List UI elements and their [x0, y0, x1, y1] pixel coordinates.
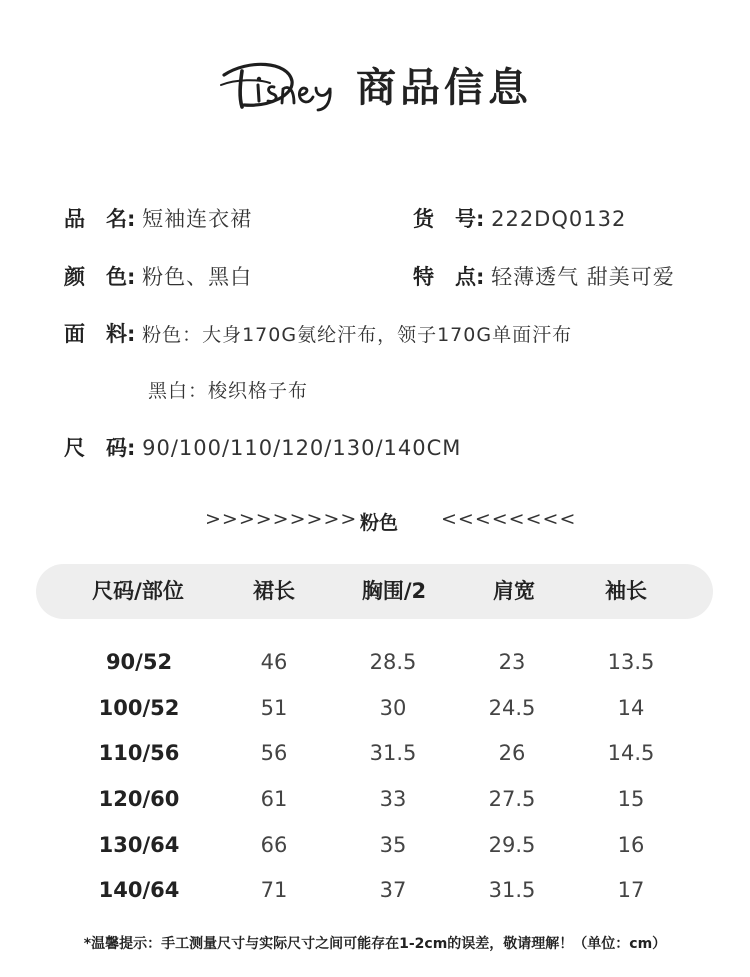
header — [0, 52, 750, 116]
disney-logo — [218, 55, 346, 113]
table-cell: 33 — [379, 787, 407, 811]
table-cell: 24.5 — [488, 696, 536, 720]
table-header — [36, 564, 713, 619]
table-cell: 120/60 — [98, 787, 180, 811]
table-cell: 14 — [617, 696, 645, 720]
table-row — [0, 825, 750, 865]
info-fabric-line2 — [148, 376, 308, 403]
column-header: 胸围/2 — [361, 579, 427, 603]
arrows-right: <<<<<<<< — [441, 508, 577, 530]
table-cell: 35 — [379, 833, 407, 857]
table-cell: 30 — [379, 696, 407, 720]
table-cell: 31.5 — [488, 878, 536, 902]
footnote: *温馨提示：手工测量尺寸与实际尺寸之间可能存在1-2cm的误差，敬请理解！（单位：cm） — [83, 936, 667, 952]
info-feature — [413, 261, 675, 291]
table-cell: 23 — [498, 650, 526, 674]
info-label: 货 号: — [413, 207, 485, 231]
info-value: 粉色、黑白 — [142, 265, 253, 289]
table-cell: 26 — [498, 741, 526, 765]
table-cell: 29.5 — [488, 833, 536, 857]
table-cell: 130/64 — [98, 833, 180, 857]
table-row — [0, 688, 750, 728]
table-row — [0, 779, 750, 819]
table-cell: 28.5 — [369, 650, 417, 674]
table-cell: 71 — [260, 878, 288, 902]
column-header: 袖长 — [605, 579, 647, 603]
table-cell: 17 — [617, 878, 645, 902]
info-label: 颜 色: — [64, 265, 136, 289]
info-value: 粉色：大身170G氨纶汗布，领子170G单面汗布 — [142, 324, 573, 346]
info-sku — [413, 203, 626, 233]
table-cell: 37 — [379, 878, 407, 902]
column-header: 肩宽 — [493, 579, 535, 603]
info-label: 尺 码: — [64, 436, 136, 460]
table-cell: 14.5 — [607, 741, 655, 765]
arrows-left: >>>>>>>>> — [205, 508, 358, 530]
info-value: 轻薄透气 甜美可爱 — [491, 265, 675, 289]
table-cell: 15 — [617, 787, 645, 811]
info-label: 特 点: — [413, 265, 485, 289]
table-row — [0, 870, 750, 910]
table-cell: 31.5 — [369, 741, 417, 765]
table-row — [0, 642, 750, 682]
table-cell: 51 — [260, 696, 288, 720]
info-name — [64, 203, 252, 233]
info-value: 短袖连衣裙 — [142, 207, 253, 231]
info-value: 222DQ0132 — [491, 207, 627, 231]
table-cell: 27.5 — [488, 787, 536, 811]
page-title: 商品信息 — [356, 64, 532, 111]
table-cell: 56 — [260, 741, 288, 765]
info-value: 90/100/110/120/130/140CM — [142, 436, 462, 460]
info-label: 面 料: — [64, 322, 136, 346]
table-cell: 90/52 — [105, 650, 173, 674]
table-cell: 16 — [617, 833, 645, 857]
info-value: 黑白：梭织格子布 — [148, 380, 309, 402]
table-row — [0, 733, 750, 773]
info-fabric — [64, 318, 572, 348]
info-size — [64, 432, 461, 462]
table-cell: 66 — [260, 833, 288, 857]
info-color — [64, 261, 252, 291]
table-cell: 100/52 — [98, 696, 180, 720]
column-header: 裙长 — [253, 579, 295, 603]
table-cell: 140/64 — [98, 878, 180, 902]
section-title: 粉色 — [360, 512, 399, 534]
table-cell: 46 — [260, 650, 288, 674]
table-cell: 110/56 — [98, 741, 180, 765]
table-cell: 13.5 — [607, 650, 655, 674]
column-header: 尺码/部位 — [92, 579, 184, 603]
info-label: 品 名: — [64, 207, 136, 231]
table-cell: 61 — [260, 787, 288, 811]
